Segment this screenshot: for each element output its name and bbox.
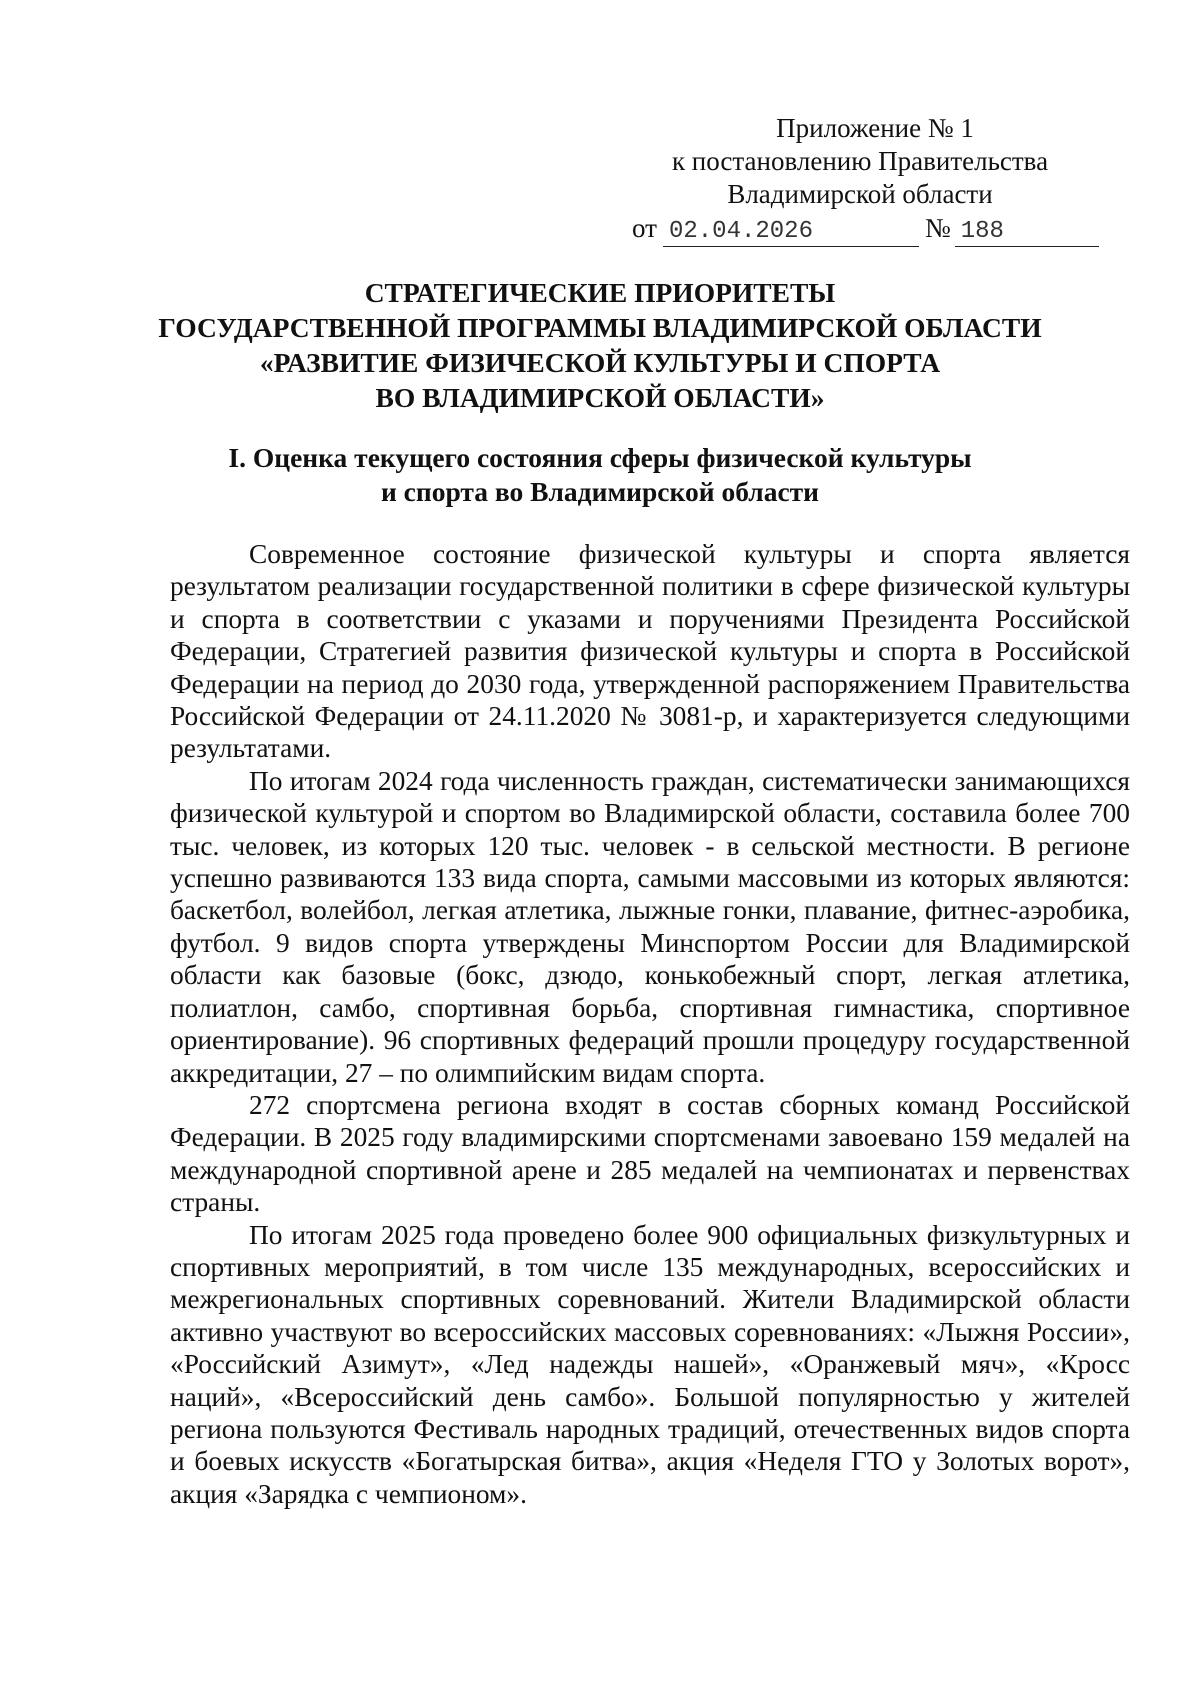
appendix-block	[600, 112, 1120, 211]
number-label: №	[924, 213, 951, 243]
appendix-resolution-ref: к постановлению Правительства	[671, 146, 1049, 176]
appendix-number: Приложение № 1	[776, 113, 974, 143]
title-line-1: СТРАТЕГИЧЕСКИЕ ПРИОРИТЕТЫ	[364, 277, 836, 308]
appendix-region: Владимирской области	[727, 179, 993, 209]
resolution-date: 02.04.2026	[663, 218, 919, 247]
section-heading	[160, 441, 1040, 509]
title-line-4: ВО ВЛАДИМИРСКОЙ ОБЛАСТИ»	[375, 382, 825, 413]
document-title	[140, 275, 1060, 415]
title-line-2: ГОСУДАРСТВЕННОЙ ПРОГРАММЫ ВЛАДИМИРСКОЙ ОБЛАСТИ	[158, 312, 1042, 343]
body-text	[170, 538, 1130, 1510]
paragraph: 272 спортсмена региона входят в состав сборных команд Российской Федерации. В 2025 году владимирскими спортсменами завоевано 159 медалей на международной спортивной арене и 285 медалей на чемпионатах и первенствах страны.	[170, 1089, 1130, 1218]
title-line-3: «РАЗВИТИЕ ФИЗИЧЕСКОЙ КУЛЬТУРЫ И СПОРТА	[259, 347, 941, 378]
resolution-date-number	[632, 212, 1099, 247]
resolution-number: 188	[955, 218, 1099, 247]
paragraph: Современное состояние физической культуры и спорта является результатом реализации государственной политики в сфере физической культуры и спорта в соответствии с указами и поручениями Президента Российской Федерации, Стратегией развития физической культуры и спорта в Российской Федерации на период до 2030 года, утвержденной распоряжением Правительства Российской Федерации от 24.11.2020 № 3081-р, и характеризуется следующими результатами.	[170, 539, 1130, 764]
date-label: от	[632, 213, 657, 243]
section-heading-line-1: I. Оценка текущего состояния сферы физической культуры	[228, 442, 972, 473]
paragraph: По итогам 2025 года проведено более 900 официальных физкультурных и спортивных мероприятий, в том числе 135 международных, всероссийских и межрегиональных спортивных соревнований. Жители Владимирской области активно участвуют во всероссийских массовых соревнованиях: «Лыжня России», «Российский Азимут», «Лед надежды нашей», «Оранжевый мяч», «Кросс наций», «Всероссийский день самбо». Большой популярностью у жителей региона пользуются Фестиваль народных традиций, отечественных видов спорта и боевых искусств «Богатырская битва», акция «Неделя ГТО у Золотых ворот», акция «Зарядка с чемпионом».	[170, 1219, 1130, 1509]
paragraph: По итогам 2024 года численность граждан, систематически занимающихся физической культурой и спортом во Владимирской области, составила более 700 тыс. человек, из которых 120 тыс. человек - в сельской местности. В регионе успешно развиваются 133 вида спорта, самыми массовыми из которых являются: баскетбол, волейбол, легкая атлетика, лыжные гонки, плавание, фитнес-аэробика, футбол. 9 видов спорта утверждены Минспортом России для Владимирской области как базовые (бокс, дзюдо, конькобежный спорт, легкая атлетика, полиатлон, самбо, спортивная борьба, спортивная гимнастика, спортивное ориентирование). 96 спортивных федераций прошли процедуру государственной аккредитации, 27 – по олимпийским видам спорта.	[170, 765, 1130, 1088]
section-heading-line-2: и спорта во Владимирской области	[380, 476, 820, 507]
